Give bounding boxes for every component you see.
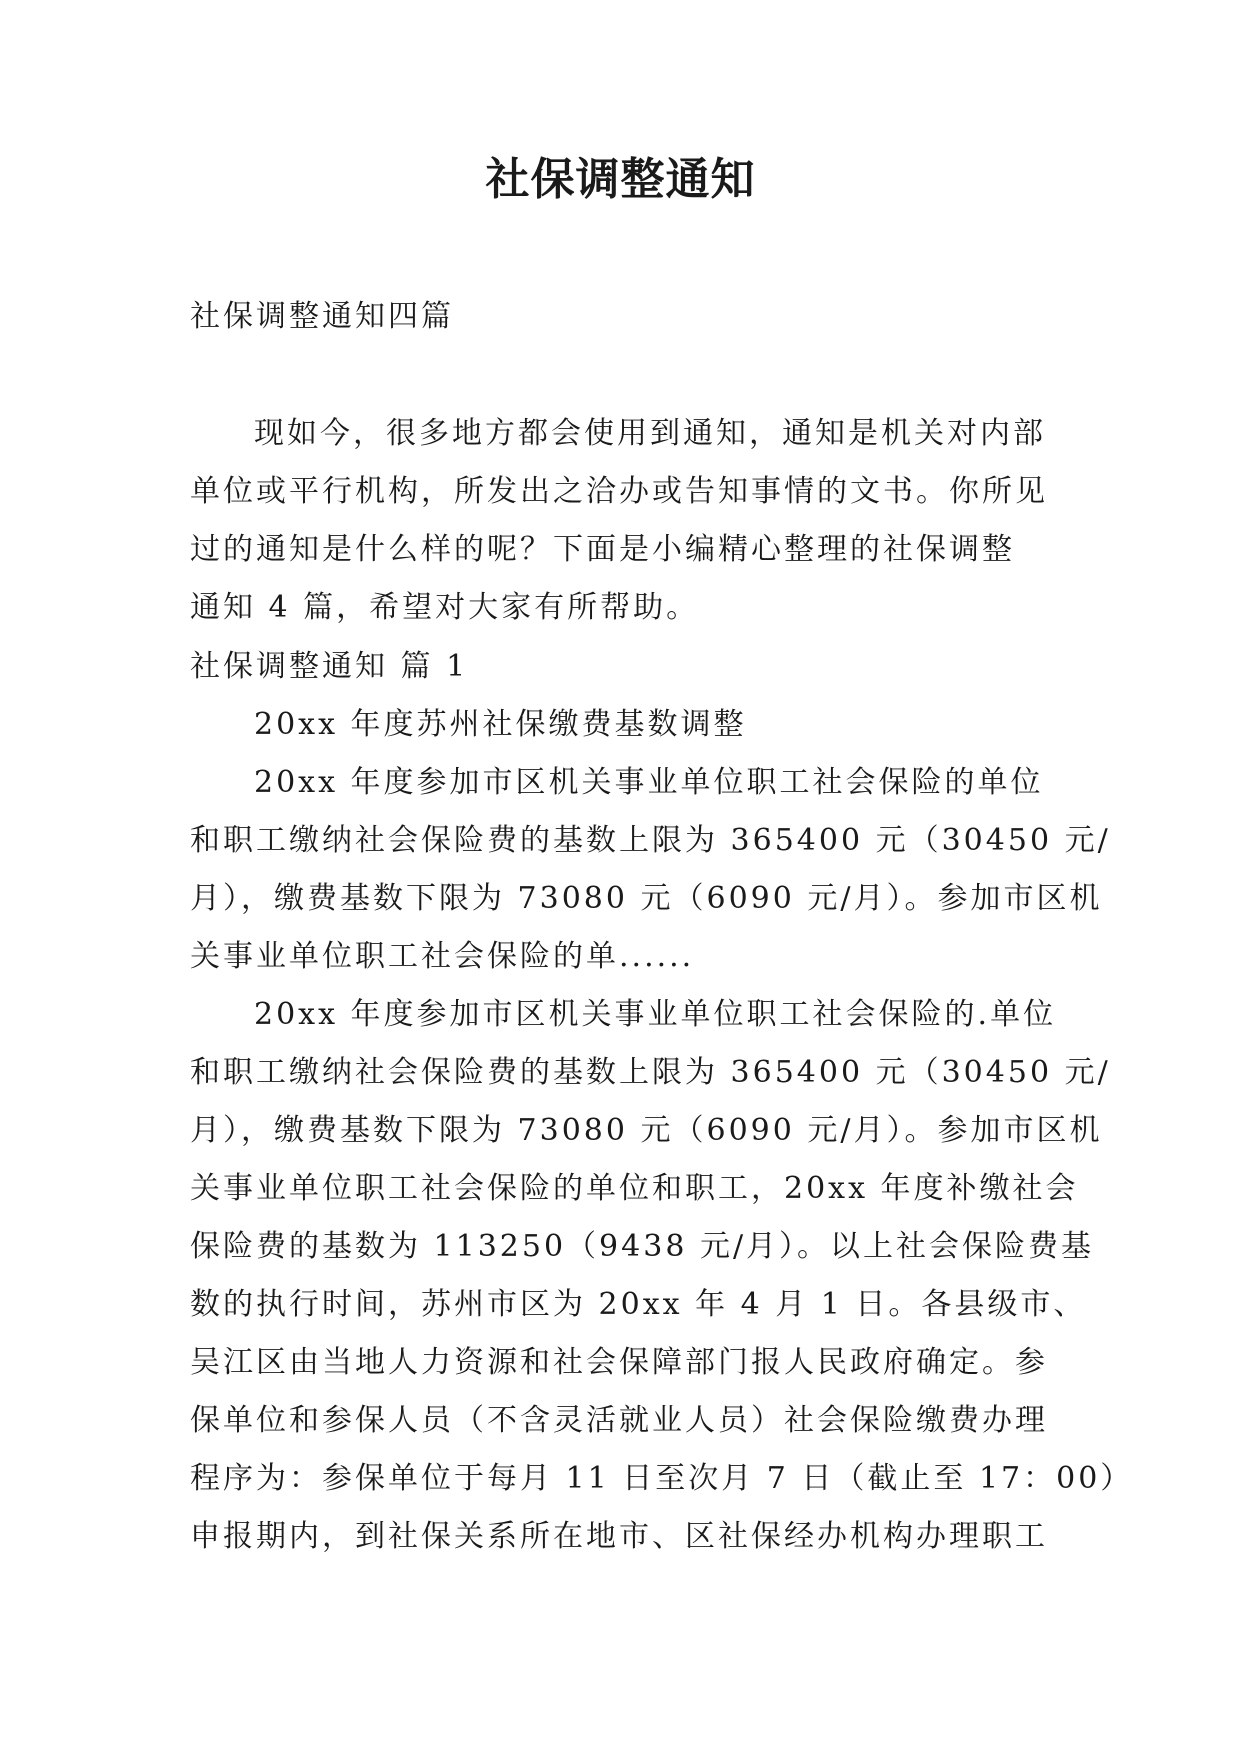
document-subtitle [190,288,1050,346]
paragraph-line: 月），缴费基数下限为 73080 元（6090 元/月）。参加市区机 [190,1113,1103,1148]
section-subheading-line: 20xx 年度苏州社保缴费基数调整 [254,707,747,742]
section-heading [190,638,1050,696]
section-heading-line: 社保调整通知 篇 1 [190,649,469,684]
intro-paragraph [190,405,1050,637]
paragraph-line: 关事业单位职工社会保险的单...... [190,939,695,974]
intro-line: 过的通知是什么样的呢？下面是小编精心整理的社保调整 [190,532,1015,567]
paragraph-line: 数的执行时间，苏州市区为 20xx 年 4 月 1 日。各县级市、 [190,1287,1087,1322]
paragraph-1 [190,754,1111,986]
paragraph-line: 吴江区由当地人力资源和社会保障部门报人民政府确定。参 [190,1345,1048,1380]
paragraph-line: 月），缴费基数下限为 73080 元（6090 元/月）。参加市区机 [190,881,1103,916]
paragraph-line: 保险费的基数为 113250（9438 元/月）。以上社会保险费基 [190,1229,1095,1264]
subtitle-line: 社保调整通知四篇 [190,299,454,334]
intro-line: 通知 4 篇，希望对大家有所帮助。 [190,590,700,625]
paragraph-line: 程序为：参保单位于每月 11 日至次月 7 日（截止至 17：00） [190,1461,1134,1496]
intro-line: 现如今，很多地方都会使用到通知，通知是机关对内部 [254,416,1046,451]
paragraph-line: 和职工缴纳社会保险费的基数上限为 365400 元（30450 元/ [190,1055,1111,1090]
paragraph-line: 关事业单位职工社会保险的单位和职工，20xx 年度补缴社会 [190,1171,1079,1206]
intro-line: 单位或平行机构，所发出之洽办或告知事情的文书。你所见 [190,474,1048,509]
page-title: 社保调整通知 [485,154,756,205]
paragraph-line: 保单位和参保人员（不含灵活就业人员）社会保险缴费办理 [190,1403,1048,1438]
paragraph-line: 和职工缴纳社会保险费的基数上限为 365400 元（30450 元/ [190,823,1111,858]
paragraph-line: 20xx 年度参加市区机关事业单位职工社会保险的单位 [254,765,1044,800]
paragraph-2 [190,986,1134,1566]
paragraph-line: 申报期内，到社保关系所在地市、区社保经办机构办理职工 [190,1519,1048,1554]
paragraph-line: 20xx 年度参加市区机关事业单位职工社会保险的.单位 [254,997,1057,1032]
section-subheading [190,696,1050,754]
